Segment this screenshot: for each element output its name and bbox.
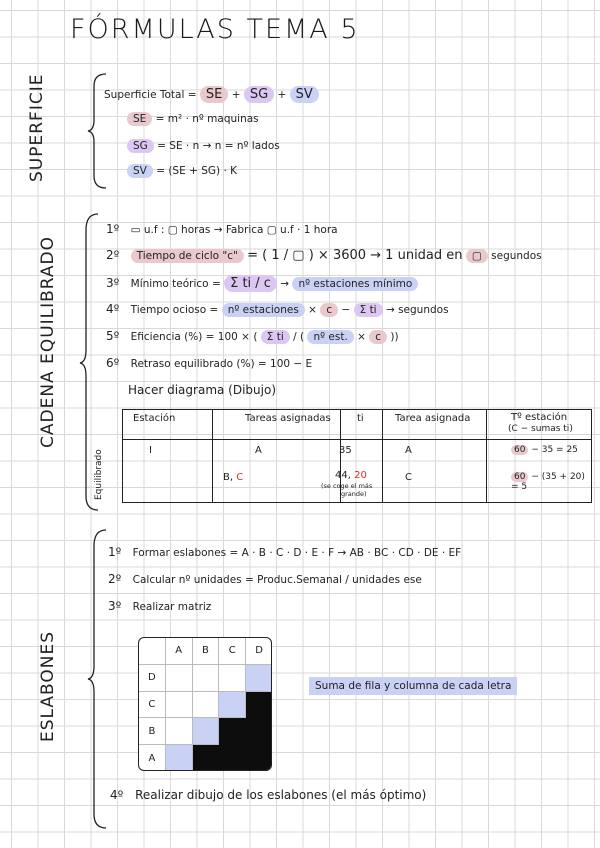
- cell-ti-1: 35: [339, 445, 352, 456]
- sum-ti-highlight: Σ ti: [261, 330, 290, 344]
- se-formula: = m² · nº maquinas: [155, 113, 259, 125]
- se-highlight: SE: [200, 86, 228, 103]
- matrix-cell: [193, 692, 220, 719]
- matrix-row-header: C: [139, 692, 166, 719]
- segundos-box: ▢: [466, 249, 488, 263]
- eslabones-line-3: [108, 599, 211, 613]
- step-number: 6º: [106, 356, 120, 370]
- header-tarea-asignada: Tarea asignada: [395, 413, 471, 424]
- page-title: FÓRMULAS TEMA 5: [70, 14, 360, 45]
- equilibrado-table: [122, 409, 592, 503]
- eslabones-line-2: [108, 572, 422, 586]
- eslabones-line-4: [110, 788, 426, 802]
- ti-44: 44,: [335, 470, 351, 481]
- brace-eslabones: [86, 528, 108, 830]
- times-sign: ×: [357, 331, 366, 343]
- cadena-line-2-end: segundos: [491, 250, 542, 262]
- plus-sign: +: [277, 89, 287, 101]
- cadena-line-3: [106, 275, 418, 292]
- eslabones-line-1-text: Formar eslabones = A · B · C · D · E · F → AB · BC · CD · DE · EF: [132, 547, 462, 559]
- section-label-cadena: CADENA EQUILIBRADO: [38, 235, 58, 448]
- sg-line: [127, 139, 280, 153]
- superficie-total-label: Superficie Total =: [104, 89, 197, 101]
- equilibrado-label: Equilibrado: [94, 449, 104, 500]
- section-label-superficie: SUPERFICIE: [27, 73, 47, 182]
- step-number: 2º: [108, 572, 122, 586]
- sum-ti-highlight: Σ ti: [354, 303, 383, 317]
- matrix-cell: [166, 718, 193, 745]
- matrix-row-header: A: [139, 745, 166, 771]
- matrix-cell: [219, 665, 246, 692]
- min-teorico-highlight: Σ ti / c: [224, 275, 277, 292]
- sv-highlight: SV: [290, 86, 319, 103]
- superficie-total-line: [104, 86, 319, 103]
- cadena-line-5-text: Eficiencia (%) = 100 × (: [130, 331, 258, 343]
- sg-highlight: SG: [244, 86, 274, 103]
- cadena-line-7: Hacer diagrama (Dibujo): [128, 383, 277, 397]
- se-line: [127, 112, 259, 126]
- step-number: 2º: [106, 248, 120, 262]
- c-highlight: c: [320, 303, 338, 317]
- c-60-highlight: 60: [511, 472, 528, 482]
- step-number: 1º: [106, 222, 120, 236]
- cell-estacion-1: I: [149, 445, 152, 456]
- c-highlight: c: [369, 330, 387, 344]
- matrix-cell: [193, 665, 220, 692]
- matrix-col-header: B: [193, 638, 220, 665]
- estaciones-min-highlight: nº estaciones mínimo: [292, 277, 418, 291]
- tiempo-ciclo-highlight: Tiempo de ciclo "c": [131, 249, 244, 263]
- matrix-cell-diagonal: [166, 745, 193, 771]
- cell-tareas-2: [223, 472, 243, 483]
- sv-line: [127, 164, 237, 178]
- ti-20: 20: [354, 470, 367, 481]
- header-t-estacion: Tº estación: [511, 412, 568, 423]
- matrix-note: Suma de fila y columna de cada letra: [309, 677, 517, 695]
- step-number: 3º: [106, 276, 120, 290]
- cadena-line-6-text: Retraso equilibrado (%) = 100 − E: [130, 358, 313, 370]
- step-number: 4º: [106, 302, 120, 316]
- cadena-line-1-text: ▭ u.f : ▢ horas → Fabrica ▢ u.f · 1 hora: [130, 224, 338, 236]
- sv-term: SV: [127, 164, 153, 178]
- cadena-line-6: [106, 356, 312, 370]
- matrix-cell-filled: [219, 745, 246, 771]
- ti-note-line2: grande): [341, 490, 367, 498]
- cadena-line-1: [106, 222, 338, 236]
- matrix-cell-filled: [193, 745, 220, 771]
- cadena-line-4-text: Tiempo ocioso =: [130, 304, 219, 316]
- header-divider: [123, 439, 591, 440]
- matrix-cell-diagonal: [193, 718, 220, 745]
- times-sign: ×: [308, 304, 317, 316]
- cadena-line-3-text: Mínimo teórico =: [130, 278, 221, 290]
- step-number: 4º: [110, 788, 124, 802]
- ti-note-line1: (se coge el más: [321, 482, 373, 490]
- matrix-col-header: D: [246, 638, 272, 665]
- matrix-cell-filled: [219, 718, 246, 745]
- matrix-cell-diagonal: [246, 665, 272, 692]
- cell-tarea-2: C: [405, 472, 412, 483]
- step-number: 5º: [106, 329, 120, 343]
- matrix-col-header: A: [166, 638, 193, 665]
- sv-formula: = (SE + SG) · K: [156, 165, 238, 177]
- step-number: 1º: [108, 545, 122, 559]
- eslabones-line-4-text: Realizar dibujo de los eslabones (el más óptimo): [135, 788, 427, 802]
- header-ti: ti: [357, 413, 364, 424]
- matrix-cell-filled: [246, 692, 272, 719]
- tareas-b: B,: [223, 472, 234, 483]
- se-term: SE: [127, 112, 152, 126]
- section-label-eslabones: ESLABONES: [38, 630, 58, 742]
- cadena-line-2-eq: = ( 1 / ▢ ) × 3600 → 1 unidad en: [247, 248, 463, 263]
- cell-t-estacion-1: [511, 445, 578, 455]
- num-est-highlight: nº est.: [307, 330, 353, 344]
- eslabones-line-2-text: Calcular nº unidades = Produc.Semanal / unidades ese: [132, 574, 422, 586]
- sg-term: SG: [127, 139, 154, 153]
- matrix-row-header: B: [139, 718, 166, 745]
- minus-sign: −: [341, 304, 351, 316]
- t-estacion-1-rest: − 35 = 25: [531, 445, 578, 455]
- cadena-line-2: [106, 248, 542, 263]
- plus-sign: +: [231, 89, 241, 101]
- matrix-row-header: D: [139, 665, 166, 692]
- arrow: →: [280, 278, 290, 290]
- sg-formula: = SE · n → n = nº lados: [157, 140, 280, 152]
- slash: / (: [293, 331, 305, 343]
- matrix-cell-filled: [246, 745, 272, 771]
- close-paren: )): [390, 331, 399, 343]
- t-estacion-2-rest: − (35 + 20) = 5: [511, 472, 585, 492]
- cadena-line-5: [106, 329, 399, 344]
- eslabones-line-3-text: Realizar matriz: [132, 601, 212, 613]
- matrix-cell-filled: [246, 718, 272, 745]
- estaciones-highlight: nº estaciones: [222, 303, 305, 317]
- step-number: 3º: [108, 599, 122, 613]
- matrix-cell: [166, 665, 193, 692]
- c-60-highlight: 60: [511, 445, 528, 455]
- cell-ti-2: [335, 470, 367, 481]
- matrix-cell-diagonal: [219, 692, 246, 719]
- cell-tareas-1: A: [255, 445, 262, 456]
- header-tareas: Tareas asignadas: [245, 413, 331, 424]
- cell-t-estacion-2: [511, 472, 591, 492]
- cadena-line-4-end: → segundos: [385, 304, 449, 316]
- matrix-corner: [139, 638, 166, 665]
- tareas-c: C: [236, 472, 244, 483]
- cell-tarea-1: A: [405, 445, 412, 456]
- matrix-cell: [166, 692, 193, 719]
- header-estacion: Estación: [133, 413, 176, 424]
- cadena-line-4: [106, 302, 449, 317]
- header-t-estacion-sub: (C − sumas ti): [508, 424, 573, 434]
- matrix-col-header: C: [219, 638, 246, 665]
- eslabones-matrix: [138, 637, 272, 771]
- eslabones-line-1: [108, 545, 461, 559]
